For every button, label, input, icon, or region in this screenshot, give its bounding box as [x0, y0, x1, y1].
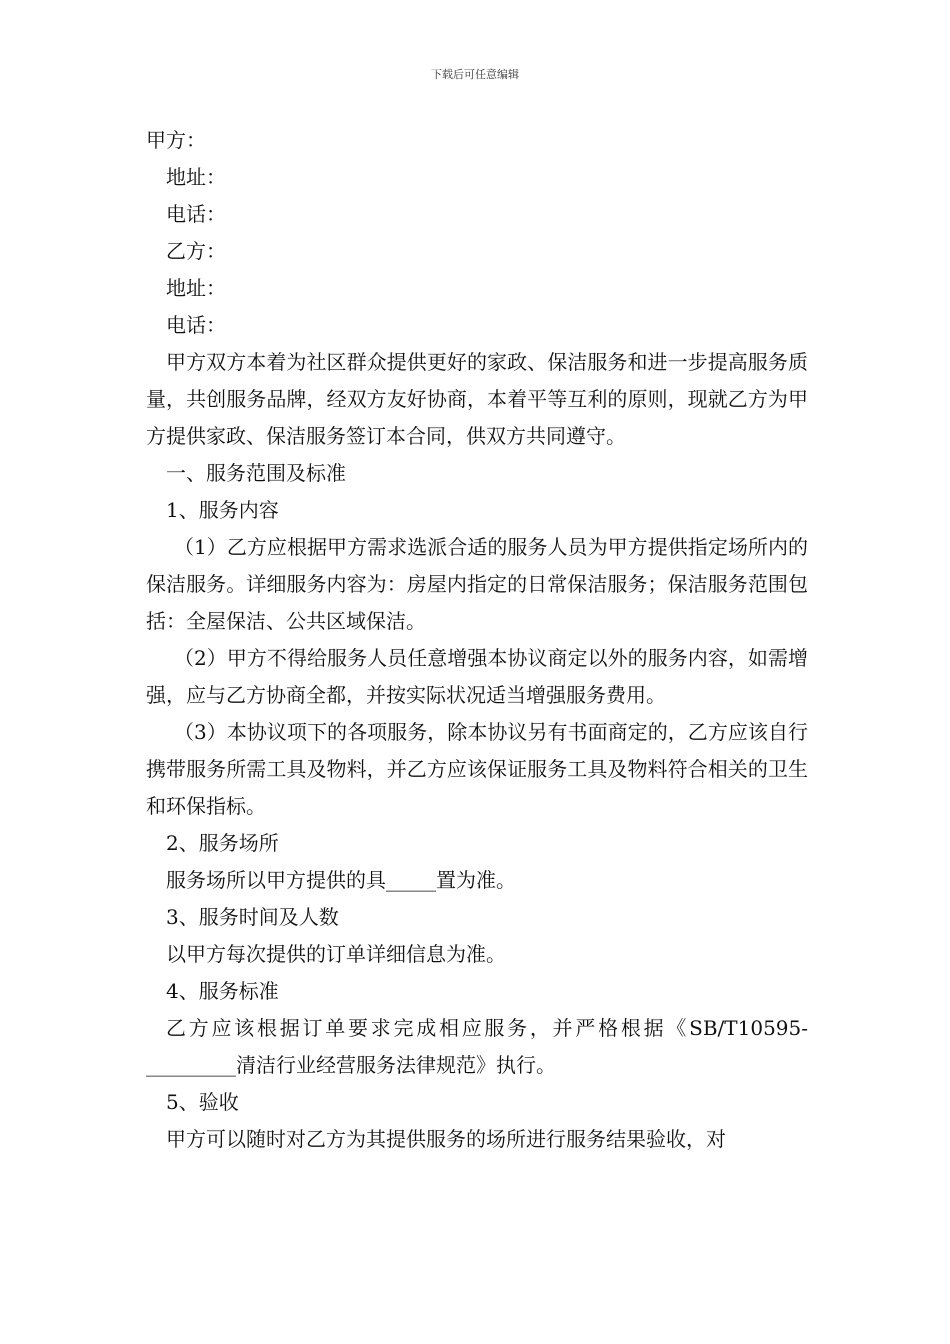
item-1-para-1: （1）乙方应根据甲方需求选派合适的服务人员为甲方提供指定场所内的保洁服务。详细服务内容为：房屋内指定的日常保洁服务；保洁服务范围包括：全屋保洁、公共区域保洁。 [146, 535, 808, 633]
item-4-title: 4、服务标准 [166, 979, 279, 1003]
item-1-title: 1、服务内容 [166, 498, 279, 522]
party-b-label: 乙方： [166, 239, 226, 263]
page-header-note: 下载后可任意编辑 [431, 68, 519, 81]
item-1-para-2: （2）甲方不得给服务人员任意增强本协议商定以外的服务内容，如需增强，应与乙方协商全都，并按实际状况适当增强服务费用。 [146, 646, 808, 707]
item-5-title: 5、验收 [166, 1090, 239, 1114]
party-b-phone: 电话： [166, 313, 226, 337]
item-2-text: 服务场所以甲方提供的具_____置为准。 [166, 868, 516, 892]
item-5-text: 甲方可以随时对乙方为其提供服务的场所进行服务结果验收，对 [166, 1127, 726, 1151]
item-4-text: 乙方应该根据订单要求完成相应服务，并严格根据《SB/T10595-_________清洁行业经营服务法律规范》执行。 [146, 1016, 808, 1077]
item-3-title: 3、服务时间及人数 [166, 905, 339, 929]
party-b-address: 地址： [166, 276, 226, 300]
item-2-title: 2、服务场所 [166, 831, 279, 855]
party-a-phone: 电话： [166, 202, 226, 226]
intro-paragraph: 甲方双方本着为社区群众提供更好的家政、保洁服务和进一步提高服务质量，共创服务品牌，经双方友好协商，本着平等互利的原则，现就乙方为甲方提供家政、保洁服务签订本合同，供双方共同遵守。 [146, 350, 808, 448]
party-a-label: 甲方： [146, 128, 206, 152]
item-1-para-3: （3）本协议项下的各项服务，除本协议另有书面商定的，乙方应该自行携带服务所需工具及物料，并乙方应该保证服务工具及物料符合相关的卫生和环保指标。 [146, 720, 808, 818]
contract-body [146, 122, 808, 1158]
party-a-address: 地址： [166, 165, 226, 189]
item-3-text: 以甲方每次提供的订单详细信息为准。 [166, 942, 506, 966]
section-1-title: 一、服务范围及标准 [166, 461, 346, 485]
